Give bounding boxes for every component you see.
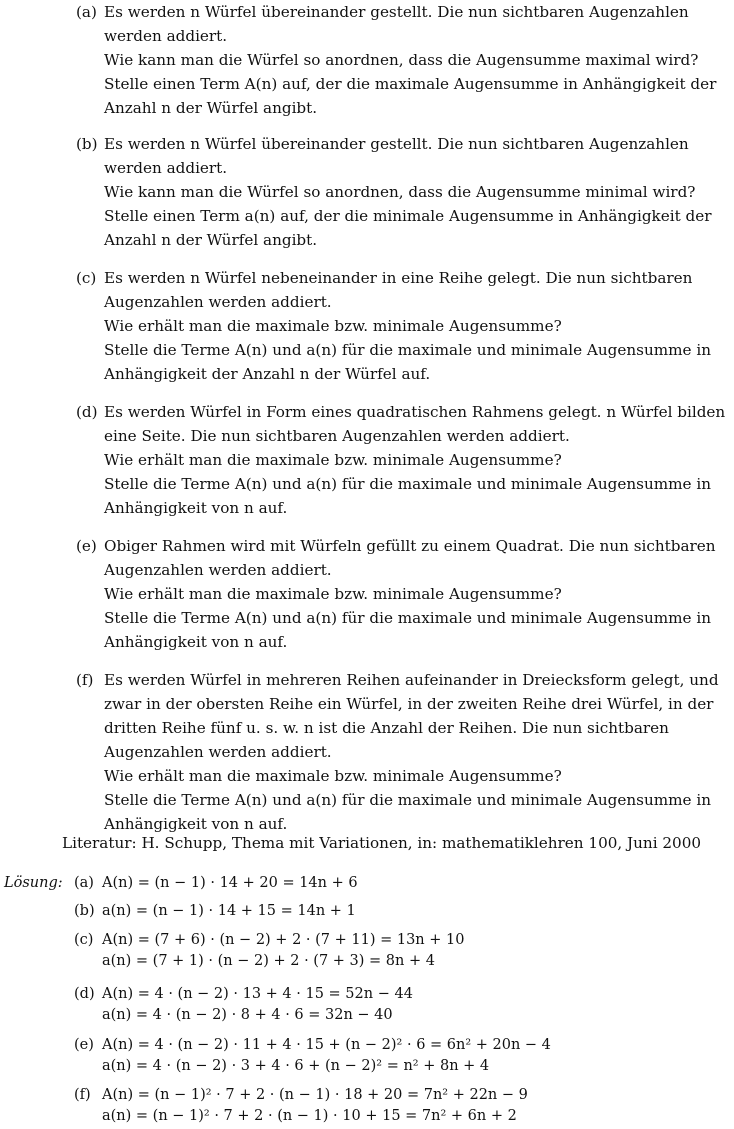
solution-d — [74, 984, 734, 1026]
solution-line: a(n) = 4 · (n − 2) · 8 + 4 · 6 = 32n − 40 — [102, 1007, 393, 1023]
solution-e — [74, 1035, 734, 1077]
solution-line: A(n) = (n − 1)² · 7 + 2 · (n − 1) · 18 + 20 = 7n² + 22n − 9 — [102, 1087, 528, 1103]
task-line: Stelle einen Term a(n) auf, der die minimale Augensumme in Anhängigkeit der Anzahl n der Würfel angibt. — [104, 207, 712, 249]
solution-b — [74, 901, 734, 922]
task-line: Es werden n Würfel übereinander gestellt. Die nun sichtbaren Augenzahlen werden addiert. — [104, 3, 689, 45]
task-a — [76, 0, 734, 120]
task-e — [76, 534, 734, 654]
solution-line: a(n) = (n − 1) · 14 + 15 = 14n + 1 — [102, 903, 356, 919]
task-d — [76, 400, 734, 520]
solution-line: A(n) = (n − 1) · 14 + 20 = 14n + 6 — [102, 875, 358, 891]
task-line: Wie erhält man die maximale bzw. minimale Augensumme? — [104, 585, 562, 603]
task-label: (f) — [76, 671, 94, 689]
task-line: Es werden Würfel in mehreren Reihen aufeinander in Dreiecksform gelegt, und zwar in der obersten Reihe ein Würfel, in der zweiten Reihe drei Würfel, in der dritten Reihe fünf u. s. w. n ist die Anzahl der Reihen. Die nun sichtbaren Augenzahlen werden addiert. — [104, 671, 719, 761]
solution-label: (a) — [74, 875, 94, 891]
task-label: (a) — [76, 3, 97, 21]
task-line: Obiger Rahmen wird mit Würfeln gefüllt zu einem Quadrat. Die nun sichtbaren Augenzahlen werden addiert. — [104, 537, 716, 579]
task-f — [76, 668, 734, 836]
solution-f — [74, 1085, 734, 1127]
solution-label: (c) — [74, 932, 94, 948]
solution-label: (d) — [74, 986, 95, 1002]
task-label: (c) — [76, 269, 97, 287]
task-line: Wie kann man die Würfel so anordnen, dass die Augensumme minimal wird? — [104, 183, 696, 201]
task-line: Wie erhält man die maximale bzw. minimale Augensumme? — [104, 317, 562, 335]
solution-line: A(n) = (7 + 6) · (n − 2) + 2 · (7 + 11) = 13n + 10 — [102, 932, 465, 948]
solution-heading: Lösung: — [4, 875, 63, 891]
task-line: Stelle einen Term A(n) auf, der die maximale Augensumme in Anhängigkeit der Anzahl n der Würfel angibt. — [104, 75, 717, 117]
literature-reference: Literatur: H. Schupp, Thema mit Variationen, in: mathematiklehren 100, Juni 2000 — [62, 834, 702, 852]
task-line: Wie erhält man die maximale bzw. minimale Augensumme? — [104, 767, 562, 785]
solution-label: (f) — [74, 1087, 91, 1103]
solution-line: a(n) = (7 + 1) · (n − 2) + 2 · (7 + 3) = 8n + 4 — [102, 953, 435, 969]
task-line: Stelle die Terme A(n) und a(n) für die maximale und minimale Augensumme in Anhängigkeit von n auf. — [104, 609, 711, 651]
task-label: (b) — [76, 135, 98, 153]
task-line: Wie kann man die Würfel so anordnen, dass die Augensumme maximal wird? — [104, 51, 699, 69]
task-label: (e) — [76, 537, 97, 555]
task-c — [76, 266, 734, 386]
task-line: Stelle die Terme A(n) und a(n) für die maximale und minimale Augensumme in Anhängigkeit von n auf. — [104, 791, 711, 833]
task-b — [76, 132, 734, 252]
task-line: Es werden Würfel in Form eines quadratischen Rahmens gelegt. n Würfel bilden eine Seite. Die nun sichtbaren Augenzahlen werden addiert. — [104, 403, 726, 445]
solution-c — [74, 930, 734, 972]
solution-a — [74, 873, 734, 894]
solution-label: (b) — [74, 903, 95, 919]
solution-line: a(n) = 4 · (n − 2) · 3 + 4 · 6 + (n − 2)² = n² + 8n + 4 — [102, 1058, 490, 1074]
solution-line: A(n) = 4 · (n − 2) · 11 + 4 · 15 + (n − 2)² · 6 = 6n² + 20n − 4 — [102, 1037, 551, 1053]
task-line: Es werden n Würfel nebeneinander in eine Reihe gelegt. Die nun sichtbaren Augenzahlen werden addiert. — [104, 269, 693, 311]
task-label: (d) — [76, 403, 98, 421]
task-line: Wie erhält man die maximale bzw. minimale Augensumme? — [104, 451, 562, 469]
task-line: Stelle die Terme A(n) und a(n) für die maximale und minimale Augensumme in Anhängigkeit der Anzahl n der Würfel auf. — [104, 341, 711, 383]
solution-line: a(n) = (n − 1)² · 7 + 2 · (n − 1) · 10 + 15 = 7n² + 6n + 2 — [102, 1108, 517, 1124]
solution-line: A(n) = 4 · (n − 2) · 13 + 4 · 15 = 52n − 44 — [102, 986, 413, 1002]
task-line: Es werden n Würfel übereinander gestellt. Die nun sichtbaren Augenzahlen werden addiert. — [104, 135, 689, 177]
solution-label: (e) — [74, 1037, 94, 1053]
task-line: Stelle die Terme A(n) und a(n) für die maximale und minimale Augensumme in Anhängigkeit von n auf. — [104, 475, 711, 517]
